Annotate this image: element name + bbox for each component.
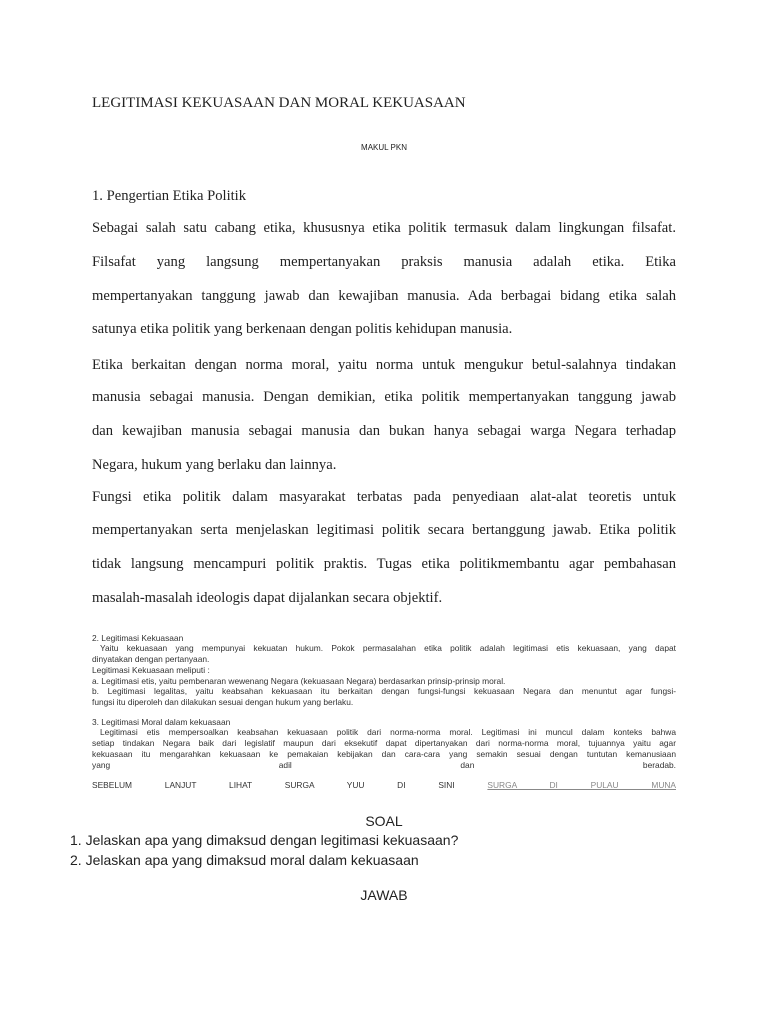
paragraph-line: dan kewajiban manusia sebagai manusia dan bukan hanya sebagai warga Negara terhadap xyxy=(92,423,676,439)
paragraph-line: masalah-masalah ideologis dapat dijalankan secara objektif. xyxy=(92,590,443,606)
soal-heading: SOAL xyxy=(365,813,403,829)
small-text-line: b. Legitimasi legalitas, yaitu keabsahan kekuasaan itu berkaitan dengan fungsi-fungsi kekuasaan Negara dan menuntut agar fungsi- xyxy=(92,686,676,696)
small-text-line: setiap tindakan Negara baik dari legislatif maupun dari eksekutif dapat dipertanyakan dari norma-norma moral, tujuannya yaitu agar xyxy=(92,738,676,748)
section-heading: 1. Pengertian Etika Politik xyxy=(92,188,247,204)
jawab-heading: JAWAB xyxy=(360,887,408,903)
subsection-heading: 2. Legitimasi Kekuasaan xyxy=(92,633,184,643)
paragraph-line: Filsafat yang langsung mempertanyakan praksis manusia adalah etika. Etika xyxy=(92,254,676,270)
promo-line xyxy=(92,780,676,790)
subsection-heading: 3. Legitimasi Moral dalam kekuasaan xyxy=(92,717,231,727)
paragraph-line: Negara, hukum yang berlaku dan lainnya. xyxy=(92,457,337,473)
document-subtitle: MAKUL PKN xyxy=(361,143,407,152)
promo-text: SEBELUM LANJUT LIHAT SURGA YUU DI SINI xyxy=(92,780,455,790)
paragraph-line: Etika berkaitan dengan norma moral, yaitu norma untuk mengukur betul-salahnya tindakan xyxy=(92,357,676,373)
paragraph-line: manusia sebagai manusia. Dengan demikian, etika politik mempertanyakan tanggung jawab xyxy=(92,389,676,405)
paragraph-line: Fungsi etika politik dalam masyarakat terbatas pada penyediaan alat-alat teoretis untuk xyxy=(92,489,676,505)
paragraph-line: mempertanyakan serta menjelaskan legitimasi politik secara bertanggung jawab. Etika politik xyxy=(92,522,676,538)
small-text-line: kekuasaan itu mengarahkan kekuasaan ke pemakaian kebijakan dan cara-cara yang semakin sesuai dengan tuntutan kemanusiaan xyxy=(92,749,676,759)
promo-link[interactable]: SURGA DI PULAU MUNA xyxy=(487,780,676,790)
small-text-line: a. Legitimasi etis, yaitu pembenaran wewenang Negara (kekuasaan Negara) berdasarkan prinsip-prinsip moral. xyxy=(92,676,506,686)
small-text-line: Legitimasi Kekuasaan meliputi : xyxy=(92,665,210,675)
question-item: 1. Jelaskan apa yang dimaksud dengan legitimasi kekuasaan? xyxy=(70,832,459,848)
document-title: LEGITIMASI KEKUASAAN DAN MORAL KEKUASAAN xyxy=(92,95,466,111)
small-text-line: fungsi itu diperoleh dan dilakukan sesuai dengan hukum yang berlaku. xyxy=(92,697,354,707)
paragraph-line: Sebagai salah satu cabang etika, khususnya etika politik termasuk dalam lingkungan filsafat. xyxy=(92,220,676,236)
small-text-line: yang adil dan beradab. xyxy=(92,760,676,770)
small-text-line: Legitimasi etis mempersoalkan keabsahan kekuasaan politik dari norma-norma moral. Legitimasi ini muncul dalam konteks bahwa xyxy=(100,727,676,737)
small-text-line: Yaitu kekuasaan yang mempunyai kekuatan hukum. Pokok permasalahan etika politik adalah legitimasi etis kekuasaan, yang dapat xyxy=(100,643,676,653)
small-text-line: dinyatakan dengan pertanyaan. xyxy=(92,654,210,664)
question-item: 2. Jelaskan apa yang dimaksud moral dalam kekuasaan xyxy=(70,852,419,868)
paragraph-line: mempertanyakan tanggung jawab dan kewajiban manusia. Ada berbagai bidang etika salah xyxy=(92,288,676,304)
paragraph-line: satunya etika politik yang berkenaan dengan politis kehidupan manusia. xyxy=(92,321,513,337)
paragraph-line: tidak langsung mencampuri politik praktis. Tugas etika politikmembantu agar pembahasan xyxy=(92,556,676,572)
